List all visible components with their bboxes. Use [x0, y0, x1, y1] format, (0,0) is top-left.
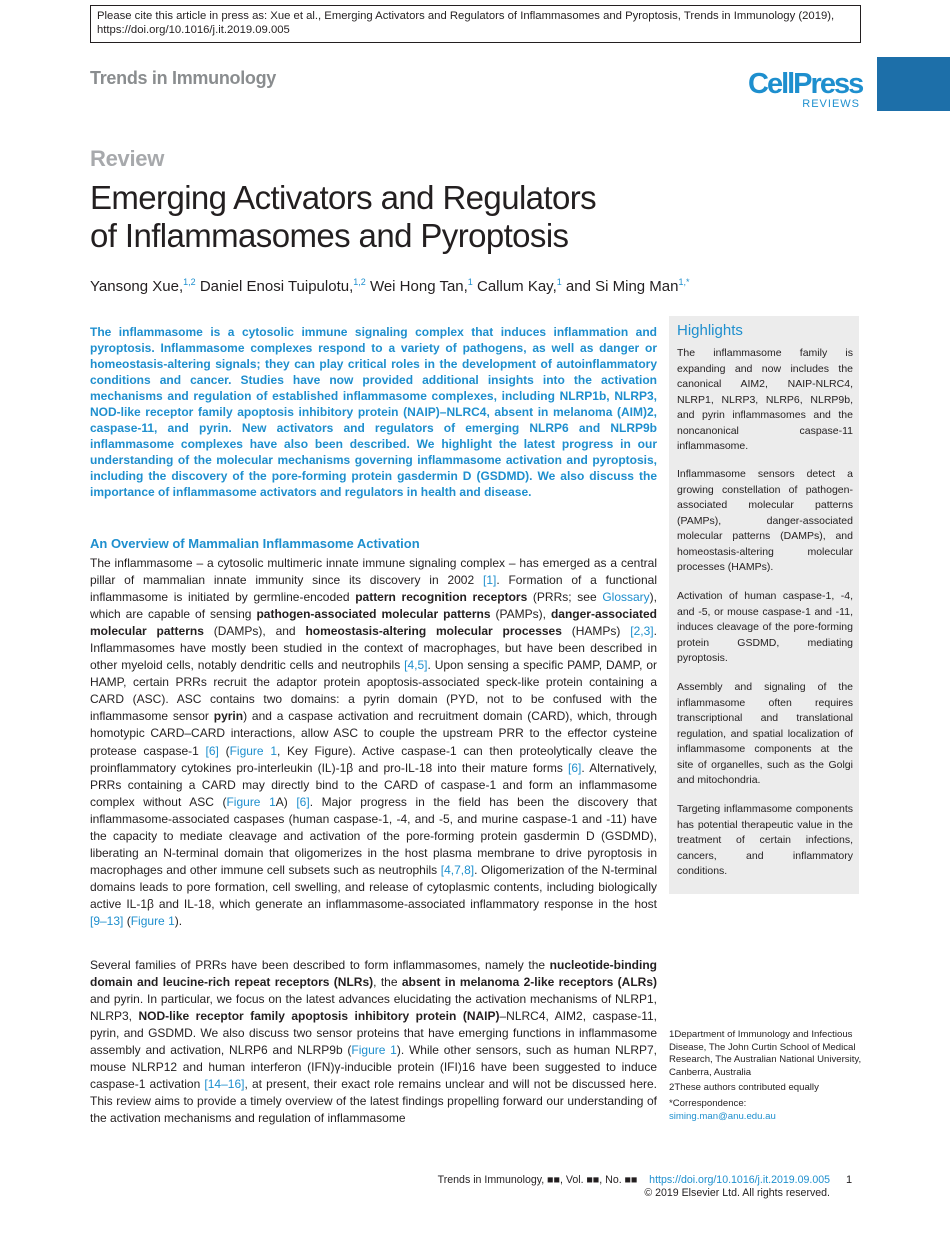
author-name: and Si Ming Man [565, 278, 679, 295]
glossary-term: absent in melanoma 2-like receptors (ALRs) [401, 975, 658, 990]
journal-name: Trends in Immunology [90, 68, 277, 88]
author-affiliation: 1 [467, 277, 473, 287]
citation-box [90, 5, 861, 43]
author-name: Daniel Enosi Tuipulotu, [199, 278, 354, 295]
author-affiliation: 1,2 [183, 277, 196, 287]
author-list [90, 277, 690, 295]
author-name: Wei Hong Tan, [369, 278, 468, 295]
figure-link[interactable]: Figure 1 [229, 743, 277, 758]
affiliations [669, 1029, 864, 1126]
highlight-item: Inflammasome sensors detect a growing constellation of pathogen-associated molecular patterns (PAMPs), danger-associated molecular patterns (DAMPs), and homeostasis-altering molecular processes (HAMPs). [677, 468, 853, 573]
highlight-item: Assembly and signaling of the inflammasome often requires transcriptional and translational regulation, and spatial localization of inflammasome components at the site of organelles, such as the Golgi and mitochondria. [677, 681, 853, 786]
ref-link[interactable]: [6] [568, 760, 582, 775]
glossary-link[interactable]: Glossary [602, 590, 650, 605]
glossary-term: homeostasis-altering molecular processes [305, 624, 562, 639]
footer-doi[interactable]: https://doi.org/10.1016/j.it.2019.09.005 [649, 1174, 830, 1186]
highlights-title: Highlights [677, 322, 743, 339]
correspondence-email[interactable]: siming.man@anu.edu.au [669, 1110, 776, 1122]
section-heading: An Overview of Mammalian Inflammasome Activation [90, 536, 420, 551]
affiliation-2: 2These authors contributed equally [669, 1082, 819, 1094]
author-name: Yansong Xue, [90, 278, 184, 295]
glossary-term: pyrin [213, 709, 244, 724]
footer-journal: Trends in Immunology, ■■, Vol. ■■, No. ■■ [437, 1174, 638, 1186]
body-paragraph-1: The inflammasome – a cytosolic multimeric innate immune signaling complex – has emerged as a central pillar of mammalian innate immunity since its discovery in 2002 [1]. Formation of a functional inflammasome is initiated by germline-encoded pattern recognition receptors (PRRs; see Glossary), which are capable of sensing pathogen-associated molecular patterns (PAMPs), danger-associated molecular patterns (DAMPs), and homeostasis-altering molecular processes (HAMPs) [2,3]. Inflammasomes have mostly been studied in the context of macrophages, but have been described in other myeloid cells, notably dendritic cells and neutrophils [4,5]. Upon sensing a specific PAMP, DAMP, or HAMP, certain PRRs recruit the adaptor protein apoptosis-associated speck-like protein containing a CARD (ASC). ASC contains two domains: a pyrin domain (PYD, not to be confused with the inflammasome sensor pyrin) and a caspase activation and recruitment domain (CARD), which, through homotypic CARD–CARD interactions, allow ASC to couple the upstream PRR to the effector cysteine protease caspase-1 [6] (Figure 1, Key Figure). Active caspase-1 can then proteolytically cleave the proinflammatory cytokines pro-interleukin (IL)-1β and pro-IL-18 into their mature forms [6]. Alternatively, PRRs containing a CARD may directly bind to the CARD of caspase-1 and form an inflammasome complex without ASC (Figure 1A) [6]. Major progress in the field has been the discovery that inflammasome-associated caspases (human caspase-1, -4, and -5, and murine caspase-1 and -11) have the capacity to mediate cleavage and activation of the pore-forming protein gasdermin D (GSDMD), liberating an N-terminal domain that oligomerizes in the host plasma membrane to drive pyroptosis in macrophages and other immune cell subsets such as neutrophils [4,7,8]. Oligomerization of the N-terminal domains leads to pore formation, cell swelling, and release of cytoplasmic contents, including biologically active IL-1β and IL-18, which generate an inflammasome-associated inflammatory response in the host [9–13] (Figure 1). [90, 556, 658, 928]
ref-link[interactable]: [1] [482, 573, 497, 588]
ref-link[interactable]: [9–13] [90, 913, 124, 928]
abstract: The inflammasome is a cytosolic immune signaling complex that induces inflammation and pyroptosis. Inflammasome complexes respond to a variety of pathogens, as well as danger or homeostasis-altering signals; they can play critical roles in the development of autoinflammatory conditions and cancer. Studies have now provided additional insights into the activation mechanisms and regulation of established inflammasome complexes, including NLRP1b, NLRP3, NOD-like receptor family apoptosis inhibitory protein (NAIP)–NLRC4, absent in melanoma (AIM)2, caspase-11, and pyrin. New activators and regulators of emerging NLRP6 and NLRP9b inflammasome complexes have also been described. We highlight the latest progress in our understanding of the molecular mechanisms governing inflammasome activation and pyroptosis, including the discovery of the pore-forming protein gasdermin D (GSDMD). We also discuss the importance of inflammasome activators and regulators in health and disease. [90, 325, 657, 499]
article-title [90, 179, 596, 255]
citation-text: Please cite this article in press as: Xue et al., Emerging Activators and Regulators of Inflammasomes and Pyroptosis, Trends in Immunology (2019), https://doi.org/10.1016/j.it.2019.09.005 [97, 10, 835, 36]
ref-link[interactable]: [4,7,8] [440, 862, 475, 877]
title-line-1: Emerging Activators and Regulators [90, 179, 597, 216]
highlight-item: The inflammasome family is expanding and now includes the canonical AIM2, NAIP-NLRC4, NLRP1, NLRP3, NLRP6, NLRP9b, and pyrin inflammasomes and the noncanonical caspase-11 inflammasome. [677, 347, 853, 452]
ref-link[interactable]: [6] [296, 794, 310, 809]
glossary-term: NOD-like receptor family apoptosis inhibitory protein (NAIP) [138, 1009, 500, 1024]
figure-link[interactable]: Figure 1 [226, 794, 276, 809]
highlights-box [669, 316, 859, 894]
author-affiliation: 1,* [678, 277, 690, 287]
article-type: Review [90, 146, 165, 171]
glossary-term: pattern recognition receptors [355, 590, 528, 605]
glossary-term: pathogen-associated molecular patterns [256, 607, 491, 622]
logo-wordmark: CellPress [748, 68, 863, 100]
ref-link[interactable]: [4,5] [404, 658, 428, 673]
figure-link[interactable]: Figure 1 [351, 1043, 397, 1058]
figure-link[interactable]: Figure 1 [130, 913, 175, 928]
glossary-term: nucleotide-binding domain and leucine-rich repeat receptors (NLRs) [90, 958, 657, 990]
section-tab [877, 57, 950, 111]
author-name: Callum Kay, [476, 278, 557, 295]
highlight-item: Activation of human caspase-1, -4, and -5, or mouse caspase-1 and -11, induces cleavage of the pore-forming protein GSDMD, mediating pyroptosis. [677, 590, 853, 664]
page-number: 1 [846, 1174, 853, 1186]
author-affiliation: 1,2 [353, 277, 366, 287]
glossary-term: danger-associated molecular patterns [90, 607, 657, 639]
title-line-2: of Inflammasomes and Pyroptosis [90, 217, 569, 254]
page-footer [380, 1174, 830, 1200]
logo-subtitle: REVIEWS [802, 98, 860, 110]
ref-link[interactable]: [6] [205, 743, 219, 758]
affiliation-1: 1Department of Immunology and Infectious Disease, The John Curtin School of Medical Research, The Australian National University, Canberra, Australia [669, 1029, 862, 1078]
body-paragraph-2: Several families of PRRs have been described to form inflammasomes, namely the nucleotide-binding domain and leucine-rich repeat receptors (NLRs), the absent in melanoma 2-like receptors (ALRs) and pyrin. In particular, we focus on the latest advances elucidating the activation mechanisms of NLRP1, NLRP3, NOD-like receptor family apoptosis inhibitory protein (NAIP)–NLRC4, AIM2, caspase-11, pyrin, and GSDMD. We also discuss two sensor proteins that have emerging functions in inflammasome assembly and activation, NLRP6 and NLRP9b (Figure 1). While other sensors, such as human NLRP7, mouse NLRP12 and human interferon (IFN)γ-inducible protein (IFI)16 have been suggested to induce caspase-1 activation [14–16], at present, their exact role remains unclear and will not be discussed here. This review aims to provide a timely overview of the latest findings propelling forward our understanding of the activation mechanisms and regulation of inflammasome [90, 958, 658, 1126]
ref-link[interactable]: [2,3] [630, 624, 654, 639]
ref-link[interactable]: [14–16] [204, 1077, 245, 1092]
cellpress-logo [748, 68, 863, 110]
author-affiliation: 1 [556, 277, 562, 287]
highlight-item: Targeting inflammasome components has potential therapeutic value in the treatment of certain infections, cancers, and inflammatory conditions. [677, 803, 853, 877]
correspondence-label: *Correspondence: [669, 1097, 747, 1109]
footer-copyright: © 2019 Elsevier Ltd. All rights reserved. [644, 1187, 830, 1199]
